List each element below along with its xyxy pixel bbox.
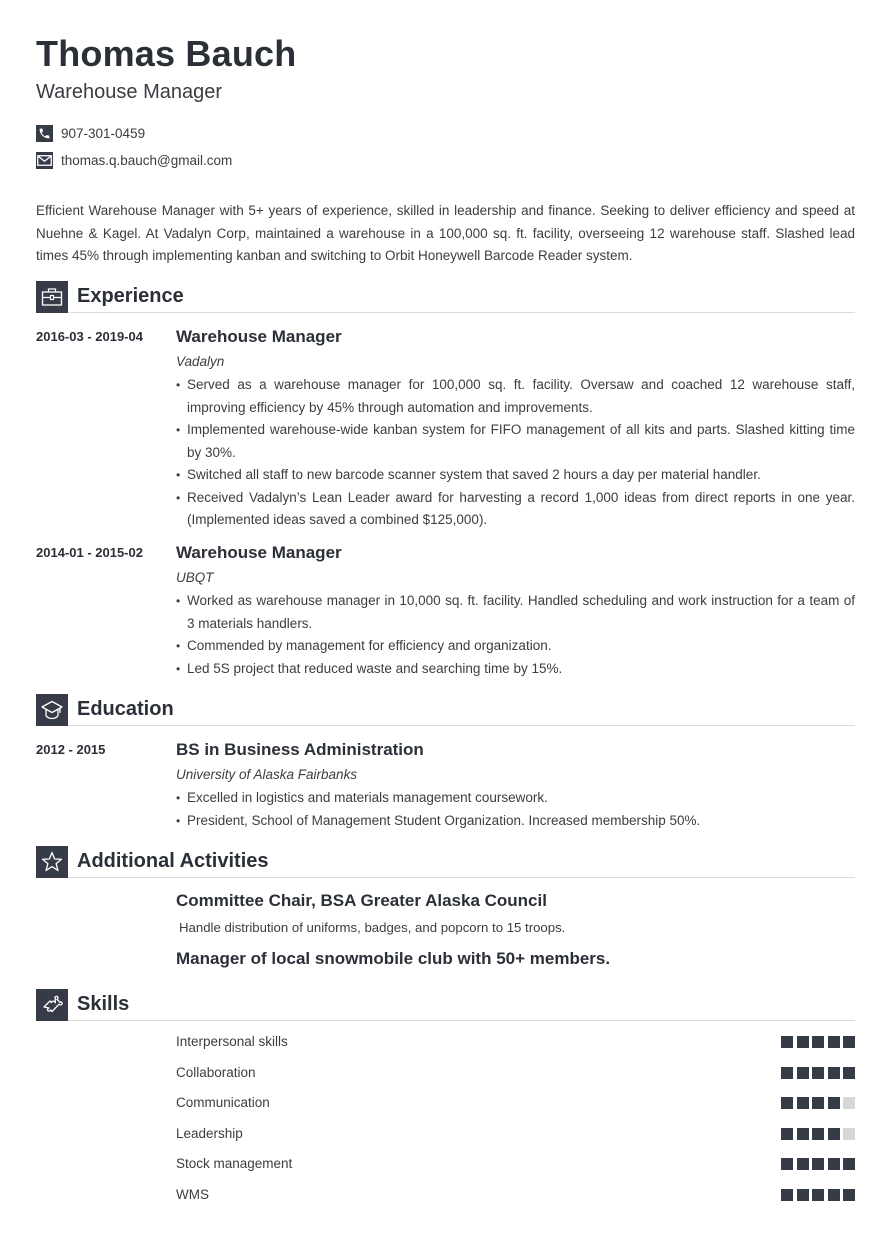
skill-level-filled [828,1067,840,1079]
skill-level-filled [812,1097,824,1109]
email-address[interactable]: thomas.q.bauch@gmail.com [61,153,233,168]
activity-description: Handle distribution of uniforms, badges, and popcorn to 15 troops. [179,920,566,935]
contact-email [36,152,232,169]
graduation-cap-icon [36,694,68,726]
job-title: Warehouse Manager [176,327,342,346]
responsibility-item: • Commended by management for efficiency and organization. [176,635,855,658]
skill-level-filled [781,1067,793,1079]
activity-title: Committee Chair, BSA Greater Alaska Council [176,891,547,910]
candidate-title: Warehouse Manager [36,81,223,103]
school-name: University of Alaska Fairbanks [176,767,358,782]
skill-row [176,1126,855,1144]
experience-entry [176,542,855,680]
section-experience-header [36,281,855,313]
skill-level-filled [843,1067,855,1079]
degree-title: BS in Business Administration [176,740,424,759]
skill-name: Stock management [176,1156,293,1172]
skill-level-filled [843,1158,855,1170]
responsibility-item: • Worked as warehouse manager in 10,000 sq. ft. facility. Handled scheduling and work instruction for a team of 3 materials handlers. [176,590,855,635]
star-icon [36,846,68,878]
skill-level-filled [812,1158,824,1170]
skill-rating [781,1158,855,1170]
company-name: UBQT [176,570,214,585]
skill-level-filled [797,1128,809,1140]
puzzle-icon [36,989,68,1021]
phone-number[interactable]: 907-301-0459 [61,126,146,141]
skill-level-filled [828,1189,840,1201]
experience-dates: 2016-03 - 2019-04 [36,329,143,344]
responsibility-item: • Served as a warehouse manager for 100,000 sq. ft. facility. Oversaw and coached 12 warehouse staff, improving efficiency by 45% through automation and improvements. [176,374,855,419]
skill-row [176,1095,855,1113]
section-title: Skills [77,993,130,1015]
responsibility-item: • Implemented warehouse-wide kanban system for FIFO management of all kits and parts. Slashed kitting time by 30%. [176,419,855,464]
skill-level-filled [828,1097,840,1109]
skill-level-empty [843,1128,855,1140]
skill-name: Leadership [176,1125,243,1141]
phone-icon [36,125,53,142]
skill-level-filled [828,1128,840,1140]
email-icon [36,152,53,169]
skill-row [176,1187,855,1205]
skill-level-filled [781,1128,793,1140]
skill-level-filled [797,1158,809,1170]
skill-rating [781,1097,855,1109]
skill-level-filled [843,1036,855,1048]
skill-level-filled [812,1189,824,1201]
education-entry [176,739,855,832]
skill-name: Communication [176,1095,270,1111]
skill-level-filled [828,1036,840,1048]
section-activities-header [36,846,855,878]
briefcase-icon [36,281,68,313]
education-detail-item: • President, School of Management Student Organization. Increased membership 50%. [176,810,855,833]
section-divider [68,877,855,878]
skill-level-filled [843,1189,855,1201]
skill-level-filled [797,1067,809,1079]
experience-entry [176,326,855,532]
skill-name: WMS [176,1187,209,1202]
experience-dates: 2014-01 - 2015-02 [36,545,143,560]
activity-title: Manager of local snowmobile club with 50+ members. [176,949,611,968]
section-divider [68,312,855,313]
skill-rating [781,1189,855,1201]
skill-name: Interpersonal skills [176,1034,288,1049]
skill-row [176,1065,855,1083]
skill-level-filled [812,1128,824,1140]
skill-level-filled [812,1036,824,1048]
skill-level-filled [781,1158,793,1170]
skill-level-filled [797,1036,809,1048]
contact-phone [36,125,145,142]
job-title: Warehouse Manager [176,543,342,562]
education-details-list [176,787,855,832]
section-skills-header [36,989,855,1021]
candidate-name: Thomas Bauch [36,33,297,74]
skill-level-filled [812,1067,824,1079]
section-education-header [36,694,855,726]
education-detail-item: • Excelled in logistics and materials management coursework. [176,787,855,810]
section-title: Additional Activities [77,850,269,872]
responsibility-list [176,374,855,532]
skill-level-filled [781,1036,793,1048]
section-title: Education [77,698,174,720]
skill-level-filled [781,1097,793,1109]
skill-row [176,1034,855,1052]
company-name: Vadalyn [176,354,225,369]
skill-level-filled [781,1189,793,1201]
skill-name: Collaboration [176,1064,256,1080]
section-title: Experience [77,285,184,307]
skill-row [176,1156,855,1174]
skill-rating [781,1128,855,1140]
responsibility-item: • Switched all staff to new barcode scanner system that saved 2 hours a day per material handler. [176,464,855,487]
skill-rating [781,1067,855,1079]
profile-summary: Efficient Warehouse Manager with 5+ years of experience, skilled in leadership and finance. Seeking to deliver efficiency and speed at Nuehne & Kagel. At Vadalyn Corp, maintained a warehouse in a 100,000 sq. ft. facility, overseeing 12 warehouse staff. Slashed lead times 45% through implementing kanban and switching to Orbit Honeywell Barcode Reader system. [36,203,855,263]
section-divider [68,1020,855,1021]
skill-level-empty [843,1097,855,1109]
skill-level-filled [828,1158,840,1170]
responsibility-item: • Received Vadalyn’s Lean Leader award for harvesting a record 1,000 ideas from direct reports in one year. (Implemented ideas saved a combined $125,000). [176,487,855,532]
skill-level-filled [797,1097,809,1109]
skill-level-filled [797,1189,809,1201]
section-divider [68,725,855,726]
responsibility-list [176,590,855,680]
responsibility-item: • Led 5S project that reduced waste and searching time by 15%. [176,658,855,681]
education-dates: 2012 - 2015 [36,742,106,757]
skill-rating [781,1036,855,1048]
